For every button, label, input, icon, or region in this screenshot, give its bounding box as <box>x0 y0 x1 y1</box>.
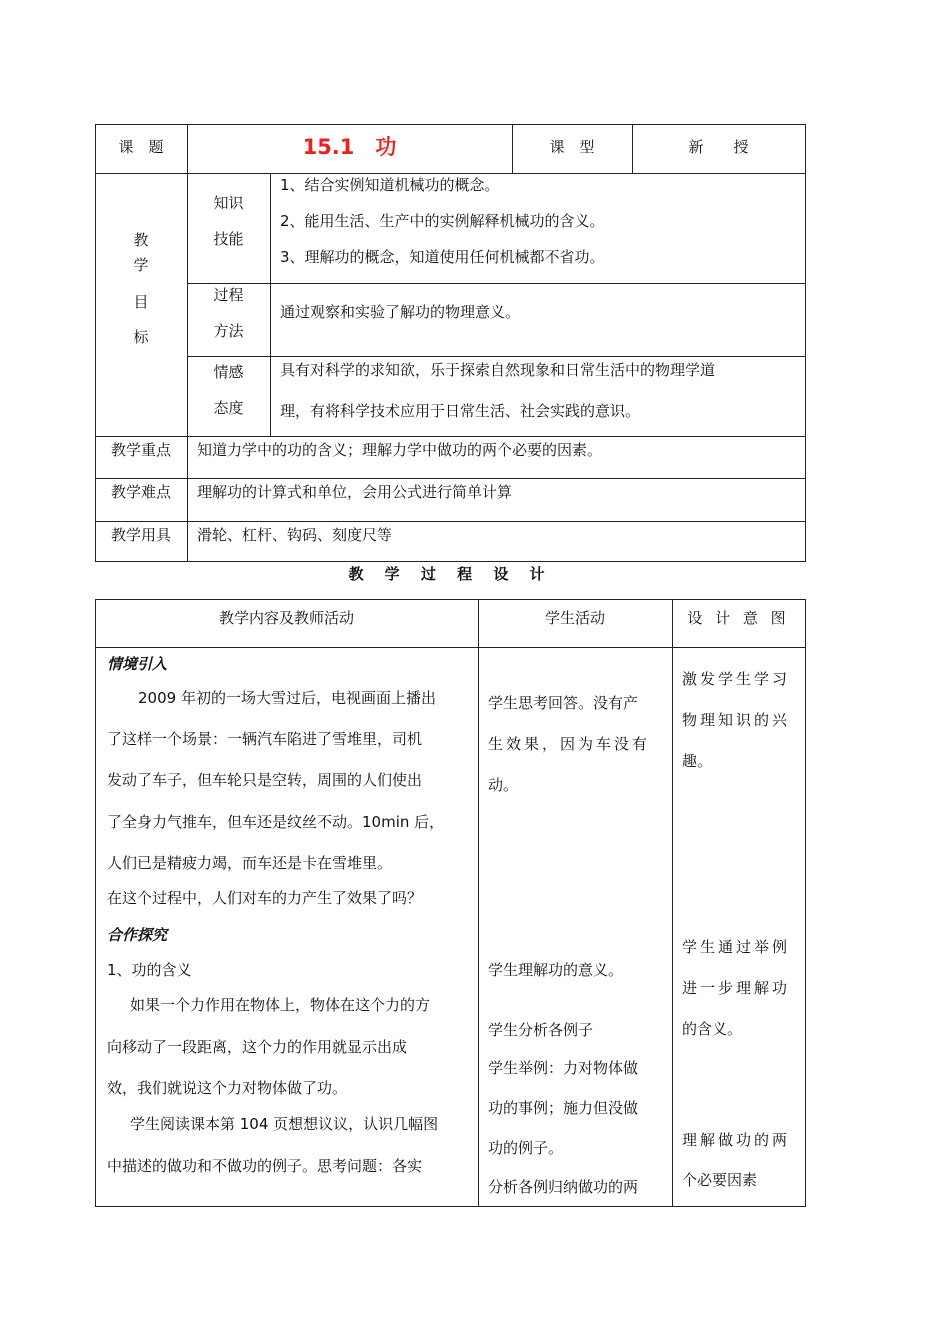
knowledge-item: 3、理解功的概念，知道使用任何机械都不省功。 <box>280 248 605 266</box>
design-intent-line: 的含义。 <box>682 1020 743 1038</box>
section-title: 情境引入 <box>107 655 168 673</box>
lesson-type-value: 新 授 <box>688 138 749 156</box>
process-text: 通过观察和实验了解功的物理意义。 <box>280 303 521 321</box>
rule <box>187 283 806 284</box>
tools-label: 教学用具 <box>110 526 171 544</box>
section-title: 合作探究 <box>107 926 168 944</box>
rule <box>478 599 479 1207</box>
knowledge-item: 1、结合实例知道机械功的概念。 <box>280 176 500 194</box>
process-design-title: 教 学 过 程 设 计 <box>348 565 553 583</box>
knowledge-item: 2、能用生活、生产中的实例解释机械功的含义。 <box>280 212 605 230</box>
content-line: 发动了车子，但车轮只是空转，周围的人们使出 <box>107 771 423 789</box>
rule <box>95 173 806 174</box>
rule <box>805 124 806 562</box>
student-activity-line: 学生举例：力对物体做 <box>488 1059 639 1077</box>
rule <box>95 436 806 437</box>
rule <box>187 124 188 562</box>
design-intent-line: 激发学生学习 <box>682 670 791 688</box>
design-intent-line: 学生通过举例 <box>682 938 791 956</box>
difficulty-label: 教学难点 <box>110 483 171 501</box>
objectives-label-char: 教 <box>133 231 149 249</box>
student-activity-line: 分析各例归纳做功的两 <box>488 1178 639 1196</box>
process-label: 方法 <box>213 322 244 340</box>
key-point-label: 教学重点 <box>110 441 171 459</box>
design-intent-line: 物理知识的兴 <box>682 711 791 729</box>
rule <box>95 599 806 600</box>
rule <box>187 356 806 357</box>
rule <box>95 521 806 522</box>
design-intent-line: 趣。 <box>682 752 713 770</box>
rule <box>95 1206 806 1207</box>
content-subtitle: 1、功的含义 <box>107 961 192 979</box>
rule <box>95 561 806 562</box>
rule <box>805 599 806 1207</box>
content-line: 了这样一个场景：一辆汽车陷进了雪堆里，司机 <box>107 730 423 748</box>
label-lesson-type: 课 型 <box>549 138 595 156</box>
rule <box>270 173 271 437</box>
content-line: 学生阅读课本第 104 页想想议议，认识几幅图 <box>130 1115 439 1133</box>
emotion-text: 理，有将科学技术应用于日常生活、社会实践的意识。 <box>280 402 641 420</box>
content-line: 中描述的做功和不做功的例子。思考问题：各实 <box>107 1157 423 1175</box>
tools-text: 滑轮、杠杆、钩码、刻度尺等 <box>197 526 393 544</box>
process-label: 过程 <box>213 286 244 304</box>
design-intent-line: 个必要因素 <box>682 1171 758 1189</box>
content-line: 向移动了一段距离，这个力的作用就显示出成 <box>107 1038 408 1056</box>
student-activity-line: 生效果，因为车没有 <box>488 735 651 753</box>
rule <box>95 647 806 648</box>
key-point-text: 知道力学中的功的含义；理解力学中做功的两个必要的因素。 <box>197 441 603 459</box>
knowledge-label: 技能 <box>213 230 244 248</box>
content-line: 人们已是精疲力竭，而车还是卡在雪堆里。 <box>107 854 393 872</box>
difficulty-text: 理解功的计算式和单位，会用公式进行简单计算 <box>197 483 513 501</box>
objectives-label-char: 标 <box>133 328 149 346</box>
lesson-title: 15.1 功 <box>302 135 397 159</box>
rule <box>672 599 673 1207</box>
student-activity-line: 功的事例；施力但没做 <box>488 1099 639 1117</box>
content-line: 在这个过程中，人们对车的力产生了效果了吗？ <box>107 889 423 907</box>
student-activity-line: 学生理解功的意义。 <box>488 961 624 979</box>
objectives-label-char: 学 <box>133 256 149 274</box>
student-activity-line: 学生思考回答。没有产 <box>488 694 639 712</box>
column-header-intent: 设 计 意 图 <box>687 609 790 627</box>
emotion-label: 情感 <box>213 363 244 381</box>
column-header-content: 教学内容及教师活动 <box>218 609 354 627</box>
label-topic: 课 题 <box>118 138 164 156</box>
rule <box>95 124 806 125</box>
student-activity-line: 功的例子。 <box>488 1139 564 1157</box>
content-line: 效，我们就说这个力对物体做了功。 <box>107 1079 348 1097</box>
student-activity-line: 学生分析各例子 <box>488 1021 594 1039</box>
rule <box>95 478 806 479</box>
student-activity-line: 动。 <box>488 776 519 794</box>
emotion-label: 态度 <box>213 399 244 417</box>
rule <box>95 599 96 1207</box>
column-header-student: 学生活动 <box>544 609 605 627</box>
knowledge-label: 知识 <box>213 194 244 212</box>
content-line: 2009 年初的一场大雪过后，电视画面上播出 <box>138 689 436 707</box>
content-line: 如果一个力作用在物体上，物体在这个力的方 <box>130 996 431 1014</box>
design-intent-line: 进一步理解功 <box>682 979 791 997</box>
content-line: 了全身力气推车，但车还是纹丝不动。10min 后， <box>107 813 445 831</box>
design-intent-line: 理解做功的两 <box>682 1131 791 1149</box>
emotion-text: 具有对科学的求知欲，乐于探索自然现象和日常生活中的物理学道 <box>280 361 716 379</box>
objectives-label-char: 目 <box>133 293 149 311</box>
